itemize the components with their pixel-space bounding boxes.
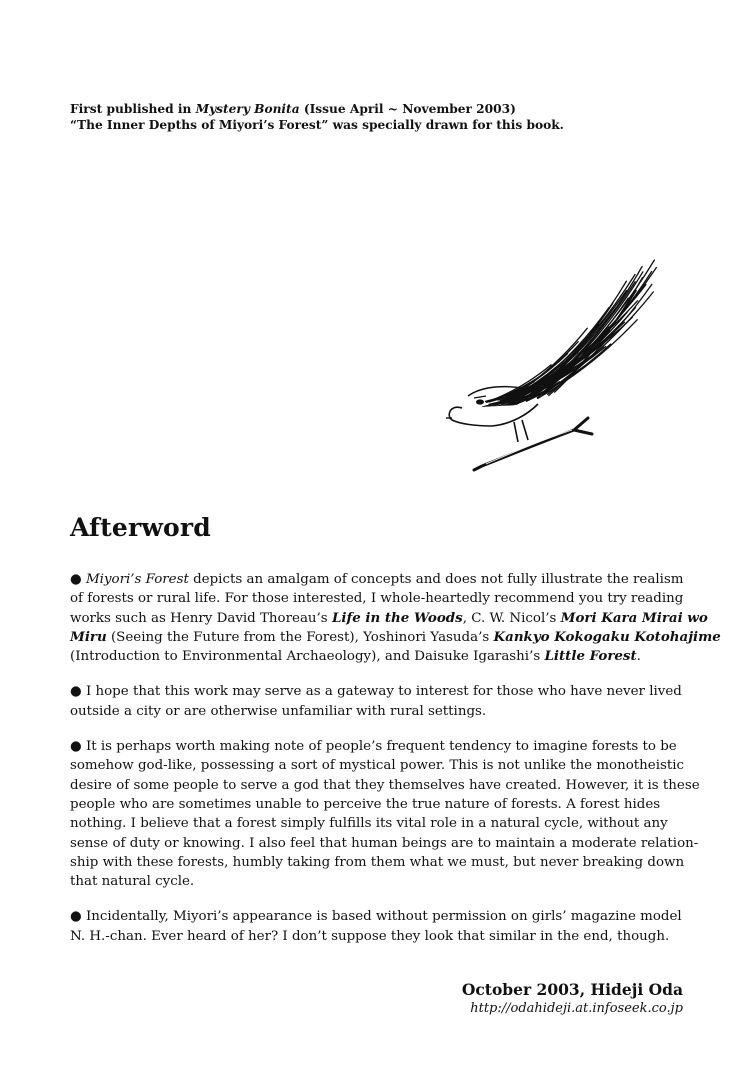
signature: [462, 980, 683, 1018]
afterword-paragraph-4: ● Incidentally, Miyori’s appearance is based without permission on girls’ magazine model N. H.-chan. Ever heard of her? I don’t suppose they look that similar in the end, though.: [70, 909, 682, 944]
book-title: Miyori’s Forest: [85, 572, 189, 587]
book-title: Miru: [70, 628, 107, 645]
credits-issue: (Issue April ~ November 2003): [299, 102, 516, 116]
afterword-body: [70, 570, 721, 962]
bullet-icon: ●: [70, 572, 82, 587]
book-title: Mori Kara Mirai wo: [560, 609, 708, 626]
magazine-title: Mystery Bonita: [195, 102, 300, 116]
book-title: Kankyo Kokogaku Kotohajime: [493, 628, 721, 645]
publication-credits: [70, 101, 690, 133]
book-title: Life in the Woods: [331, 609, 463, 626]
book-title: Little Forest: [544, 648, 637, 665]
credits-line-2: “The Inner Depths of Miyori’s Forest” was specially drawn for this book.: [70, 118, 564, 132]
afterword-paragraph-2: ● I hope that this work may serve as a gateway to interest for those who have never lived outside a city or are otherwise unfamiliar with rural settings.: [70, 684, 682, 719]
author-url: http://odahideji.at.infoseek.co.jp: [470, 1001, 683, 1016]
bullet-icon: ●: [70, 739, 82, 755]
credits-prefix: First published in: [70, 102, 196, 116]
hedgehog-illustration: [442, 258, 672, 480]
afterword-title: Afterword: [70, 513, 211, 542]
afterword-paragraph-1: ● Miyori’s Forest depicts an amalgam of concepts and does not fully illustrate the realism of forests or rural life. For those interested, I whole-heartedly recommend you try reading works such as Henry David Thoreau’s Life in the Woods, C. W. Nicol’s Mori Kara Mirai wo Miru (Seeing the Future from the Forest), Yoshinori Yasuda’s Kankyo Kokogaku Kotohajime (Introduction to Environmental Archaeology), and Daisuke Igarashi’s Little Forest.: [70, 572, 721, 665]
bullet-icon: ●: [70, 684, 82, 700]
bullet-icon: ●: [70, 909, 82, 925]
credits-line-1: [70, 101, 690, 117]
signature-name: October 2003, Hideji Oda: [461, 980, 683, 999]
afterword-paragraph-3: ● It is perhaps worth making note of people’s frequent tendency to imagine forests to be somehow god-like, possessing a sort of mystical power. This is not unlike the monotheistic desire of some people to serve a god that they themselves have created. However, it is these people who are sometimes unable to perceive the true nature of forests. A forest hides nothing. I believe that a forest simply fulfills its vital role in a natural cycle, without any sense of duty or knowing. I also feel that human beings are to maintain a moderate relation- ship with these forests, humbly taking from them what we must, but never breaking down that natural cycle.: [70, 739, 700, 890]
